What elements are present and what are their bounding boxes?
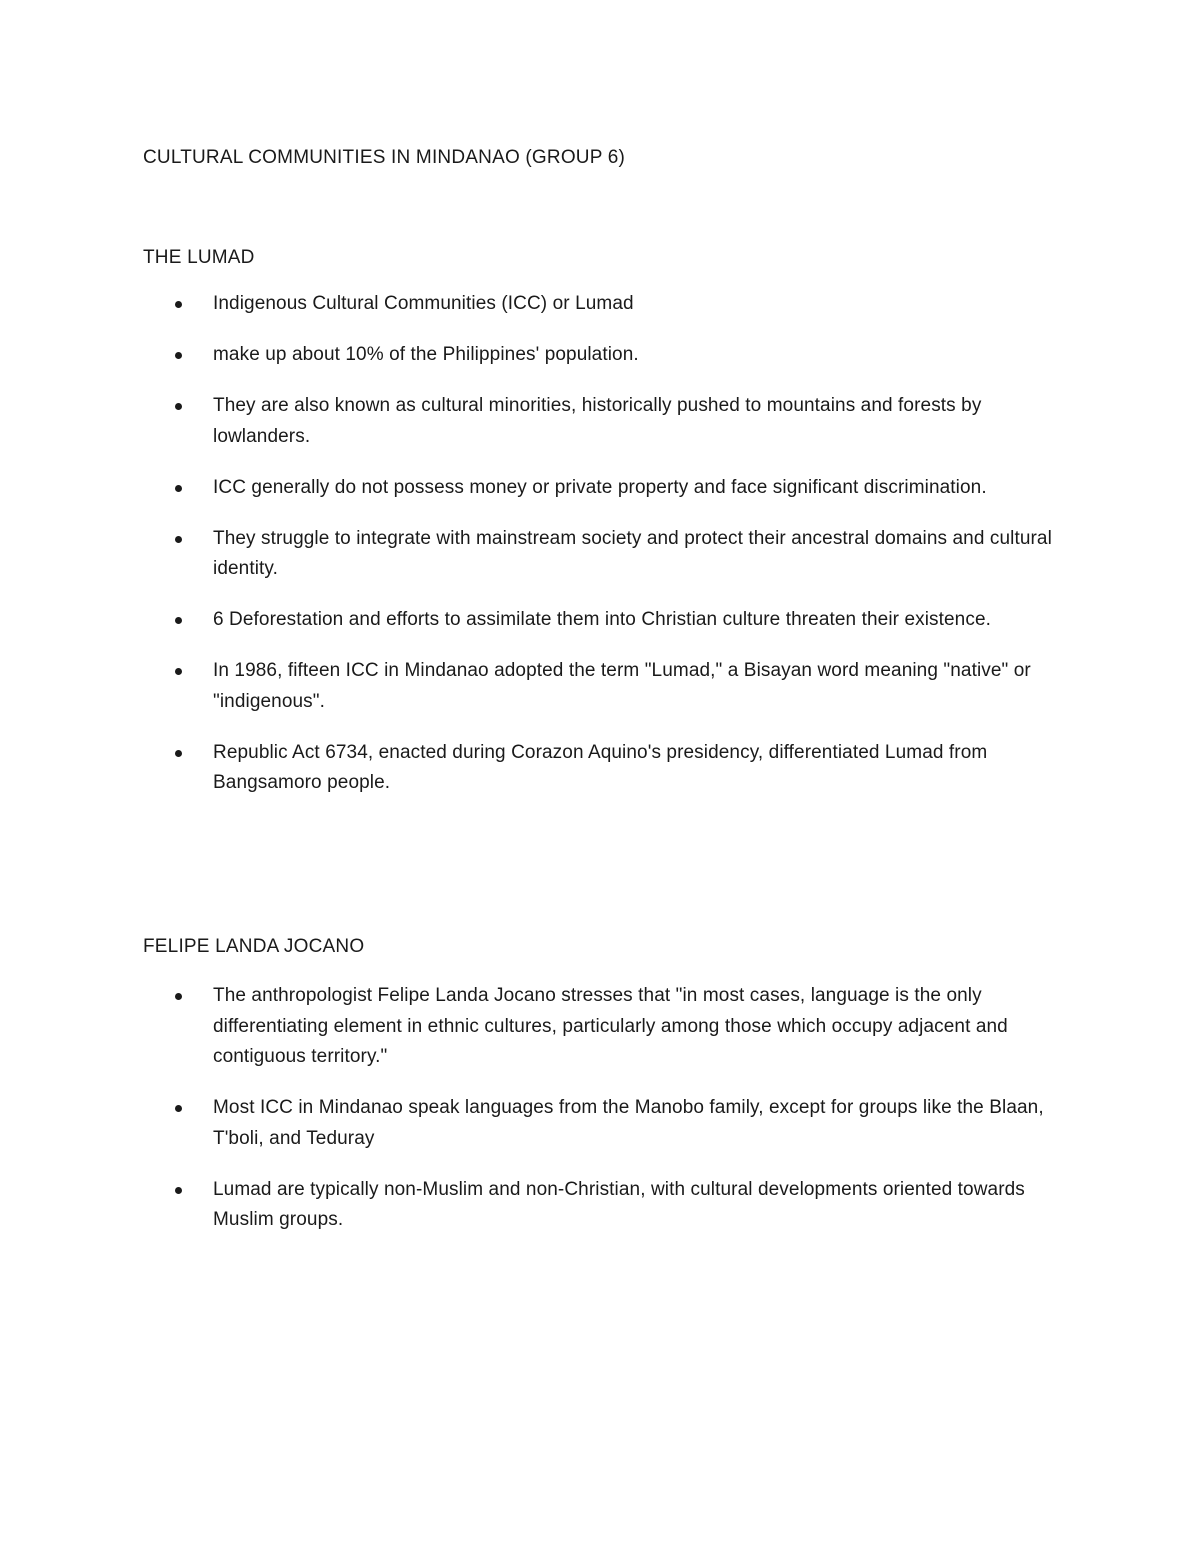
list-item-text: Lumad are typically non-Muslim and non-Christian, with cultural developments oriented towards Muslim groups. (213, 1178, 1025, 1230)
bullet-icon (175, 485, 182, 492)
bullet-icon (175, 668, 182, 675)
list-item (143, 605, 1063, 636)
list-item (143, 391, 1063, 452)
bullet-icon (175, 352, 182, 359)
list-item-text: ICC generally do not possess money or private property and face significant discrimination. (213, 476, 987, 498)
bullet-icon (175, 1105, 182, 1112)
section-heading-the-lumad: THE LUMAD (143, 247, 255, 268)
section-heading-felipe-landa-jocano: FELIPE LANDA JOCANO (143, 936, 365, 957)
document-title: CULTURAL COMMUNITIES IN MINDANAO (GROUP 6) (143, 147, 626, 168)
list-item (143, 981, 1063, 1073)
list-item-text: They are also known as cultural minorities, historically pushed to mountains and forests by lowlanders. (213, 395, 982, 447)
bullet-icon (175, 1187, 182, 1194)
list-item (143, 524, 1063, 585)
list-item (143, 473, 1063, 504)
list-item (143, 289, 1063, 320)
list-item-text: They struggle to integrate with mainstream society and protect their ancestral domains and cultural identity. (213, 527, 1052, 579)
bullet-icon (175, 993, 182, 1000)
list-item (143, 1093, 1063, 1154)
bullet-icon (175, 536, 182, 543)
list-item-text: Indigenous Cultural Communities (ICC) or Lumad (213, 293, 634, 314)
bullet-icon (175, 617, 182, 624)
list-item-text: Republic Act 6734, enacted during Corazon Aquino's presidency, differentiated Lumad from Bangsamoro people. (213, 741, 988, 793)
list-item-text: Most ICC in Mindanao speak languages from the Manobo family, except for groups like the Blaan, T'boli, and Teduray (213, 1097, 1044, 1149)
list-item (143, 656, 1063, 717)
list-item (143, 1175, 1063, 1236)
list-item-text: 6 Deforestation and efforts to assimilate them into Christian culture threaten their existence. (213, 609, 991, 630)
list-item-text: The anthropologist Felipe Landa Jocano stresses that "in most cases, language is the only differentiating element in ethnic cultures, particularly among those which occupy adjacent and contiguous territory." (213, 985, 1008, 1067)
jocano-bullet-list (143, 981, 1063, 1256)
list-item-text: make up about 10% of the Philippines' population. (213, 344, 639, 365)
bullet-icon (175, 750, 182, 757)
bullet-icon (175, 403, 182, 410)
bullet-icon (175, 301, 182, 308)
list-item-text: In 1986, fifteen ICC in Mindanao adopted the term "Lumad," a Bisayan word meaning "native" or "indigenous". (213, 660, 1031, 712)
list-item (143, 340, 1063, 371)
list-item (143, 738, 1063, 799)
lumad-bullet-list (143, 289, 1063, 819)
